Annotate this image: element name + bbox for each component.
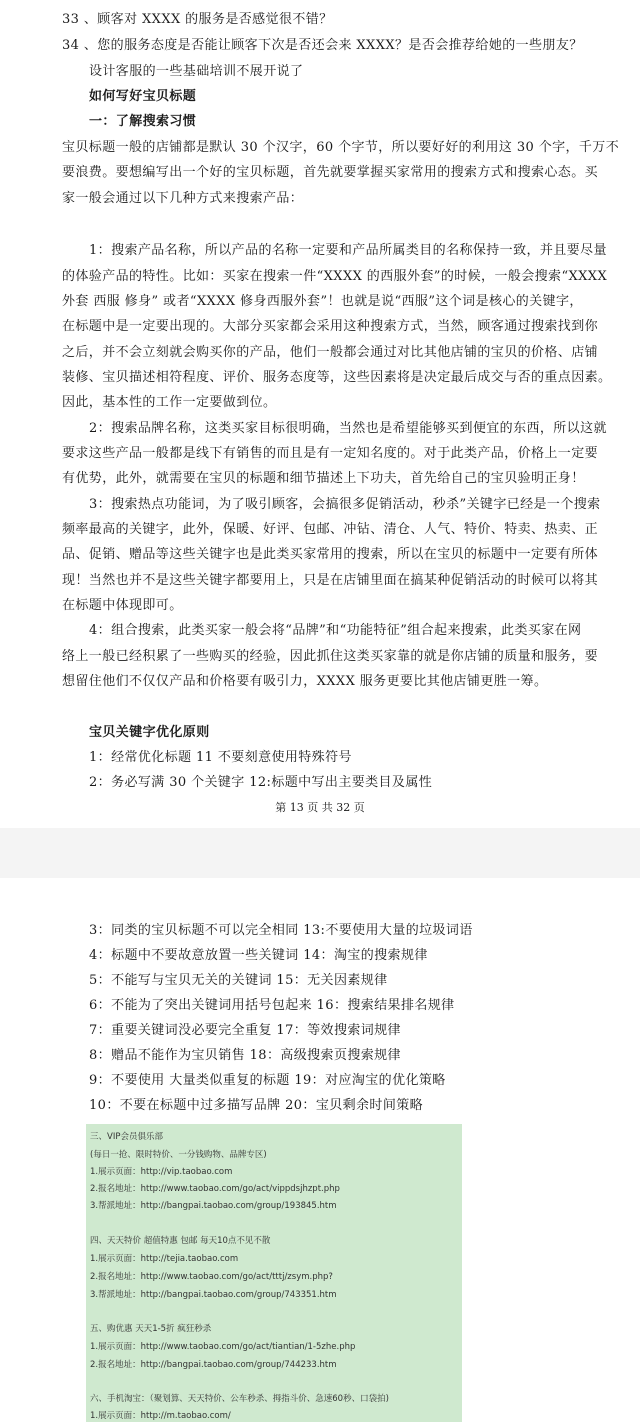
text-line: 4：组合搜索，此类买家一般会将“品牌”和“功能特征”组合起来搜索，此类买家在网 <box>89 623 582 638</box>
text-line: 34 、您的服务态度是否能让顾客下次是否还会来 XXXX？是否会推荐给她的一些朋友？ <box>62 38 583 53</box>
text-line: 外套 西服 修身” 或者“XXXX 修身西服外套”！也就是说“西服”这个词是核心的关键字， <box>62 294 583 309</box>
text-line: 现！当然也并不是这些关键字都要用上，只是在店铺里面在搞某种促销活动的时候可以将其 <box>62 573 599 588</box>
text-line: 宝贝标题一般的店铺都是默认 30 个汉字，60 个字节，所以要好好的利用这 30 个字，千万不 <box>62 140 620 155</box>
text-line: 4：标题中不要故意放置一些关键词 14：淘宝的搜索规律 <box>89 948 428 963</box>
text-line: 2：务必写满 30 个关键字 12:标题中写出主要类目及属性 <box>89 775 433 790</box>
text-line: 品、促销、赠品等这些关键字也是此类买家常用的搜索，所以在宝贝的标题中一定要有所体 <box>62 547 599 562</box>
green-box-line: 2.报名地址：http://bangpai.taobao.com/group/744233.htm <box>90 1360 337 1370</box>
text-line: 设计客服的一些基础培训不展开说了 <box>89 64 304 79</box>
text-line: 装修、宝贝描述相符程度、评价、服务态度等，这些因素将是决定最后成交与否的重点因素。 <box>62 370 612 385</box>
green-box-heading: 六、手机淘宝：（聚划算、天天特价、公车秒杀、拇指斗价、急速60秒、口袋拍) <box>90 1394 389 1404</box>
green-box-line: 1.展示页面：http://vip.taobao.com <box>90 1167 233 1177</box>
green-box-line: 2.报名地址：http://www.taobao.com/go/act/tttj/zsym.php? <box>90 1272 333 1282</box>
section-heading: 宝贝关键字优化原则 <box>89 725 210 740</box>
text-line: 要求这些产品一般都是线下有销售的而且是有一定知名度的。对于此类产品，价格上一定要 <box>62 446 599 461</box>
text-line: 3：搜索热点功能词，为了吸引顾客，会搞很多促销活动，秒杀”关键字已经是一个搜索 <box>89 497 601 512</box>
section-heading: 如何写好宝贝标题 <box>89 89 197 104</box>
green-box-line: 2.报名地址：http://www.taobao.com/go/act/vippdsjhzpt.php <box>90 1184 340 1194</box>
text-line: 6：不能为了突出关键词用括号包起来 16：搜索结果排名规律 <box>89 998 455 1013</box>
green-box-heading: 五、购优惠 天天1-5折 疯狂秒杀 <box>90 1324 212 1334</box>
text-line: 5：不能写与宝贝无关的关键词 15：无关因素规律 <box>89 973 388 988</box>
green-box-line: (每日一抢、限时特价、一分钱购物、品牌专区) <box>90 1150 267 1160</box>
subsection-heading: 一：了解搜索习惯 <box>89 114 197 129</box>
text-line: 家一般会通过以下几种方式来搜索产品： <box>62 191 304 206</box>
green-box-line: 3.帮派地址：http://bangpai.taobao.com/group/193845.htm <box>90 1201 337 1211</box>
text-line: 3：同类的宝贝标题不可以完全相同 13:不要使用大量的垃圾词语 <box>89 923 473 938</box>
text-line: 7：重要关键词没必要完全重复 17：等效搜索词规律 <box>89 1023 401 1038</box>
page-footer: 第 13 页 共 32 页 <box>275 801 365 814</box>
green-box-heading: 三、VIP会员俱乐部 <box>90 1132 163 1142</box>
embedded-screenshot-green <box>86 1124 462 1422</box>
text-line: 在标题中是一定要出现的。大部分买家都会采用这种搜索方式，当然，顾客通过搜索找到你 <box>62 319 599 334</box>
text-line: 因此，基本性的工作一定要做到位。 <box>62 395 277 410</box>
text-line: 络上一般已经积累了一些购买的经验，因此抓住这类买家靠的就是你店铺的质量和服务，要 <box>62 649 599 664</box>
text-line: 的体验产品的特性。比如：买家在搜索一件“XXXX 的西服外套”的时候，一般会搜索“XXXX <box>62 269 608 284</box>
text-line: 要浪费。要想编写出一个好的宝贝标题，首先就要掌握买家常用的搜索方式和搜索心态。买 <box>62 165 599 180</box>
green-box-line: 1.展示页面：http://m.taobao.com/ <box>90 1411 231 1421</box>
text-line: 有优势，此外，就需要在宝贝的标题和细节描述上下功夫，首先给自己的宝贝验明正身！ <box>62 471 585 486</box>
green-box-line: 3.帮派地址：http://bangpai.taobao.com/group/743351.htm <box>90 1290 337 1300</box>
text-line: 在标题中体现即可。 <box>62 598 183 613</box>
page-separator <box>0 828 640 878</box>
green-box-heading: 四、天天特价 超值特惠 包邮 每天10点不见不散 <box>90 1236 271 1246</box>
text-line: 频率最高的关键字，此外，保暖、好评、包邮、冲钻、清仓、人气、特价、特卖、热卖、正 <box>62 522 599 537</box>
text-line: 1：搜索产品名称，所以产品的名称一定要和产品所属类目的名称保持一致，并且要尽量 <box>89 243 607 258</box>
text-line: 2：搜索品牌名称，这类买家目标很明确，当然也是希望能够买到便宜的东西，所以这就 <box>89 421 607 436</box>
text-line: 1：经常优化标题 11 不要刻意使用特殊符号 <box>89 750 352 765</box>
green-box-line: 1.展示页面：http://www.taobao.com/go/act/tiantian/1-5zhe.php <box>90 1342 356 1352</box>
green-box-line: 1.展示页面：http://tejia.taobao.com <box>90 1254 239 1264</box>
text-line: 9：不要使用 大量类似重复的标题 19：对应淘宝的优化策略 <box>89 1073 446 1088</box>
text-line: 之后，并不会立刻就会购买你的产品，他们一般都会通过对比其他店铺的宝贝的价格、店铺 <box>62 345 599 360</box>
text-line: 10：不要在标题中过多描写品牌 20：宝贝剩余时间策略 <box>89 1098 424 1113</box>
text-line: 想留住他们不仅仅产品和价格要有吸引力，XXXX 服务更要比其他店铺更胜一筹。 <box>62 674 548 689</box>
text-line: 33 、顾客对 XXXX 的服务是否感觉很不错？ <box>62 12 333 27</box>
text-line: 8：赠品不能作为宝贝销售 18：高级搜索页搜索规律 <box>89 1048 401 1063</box>
